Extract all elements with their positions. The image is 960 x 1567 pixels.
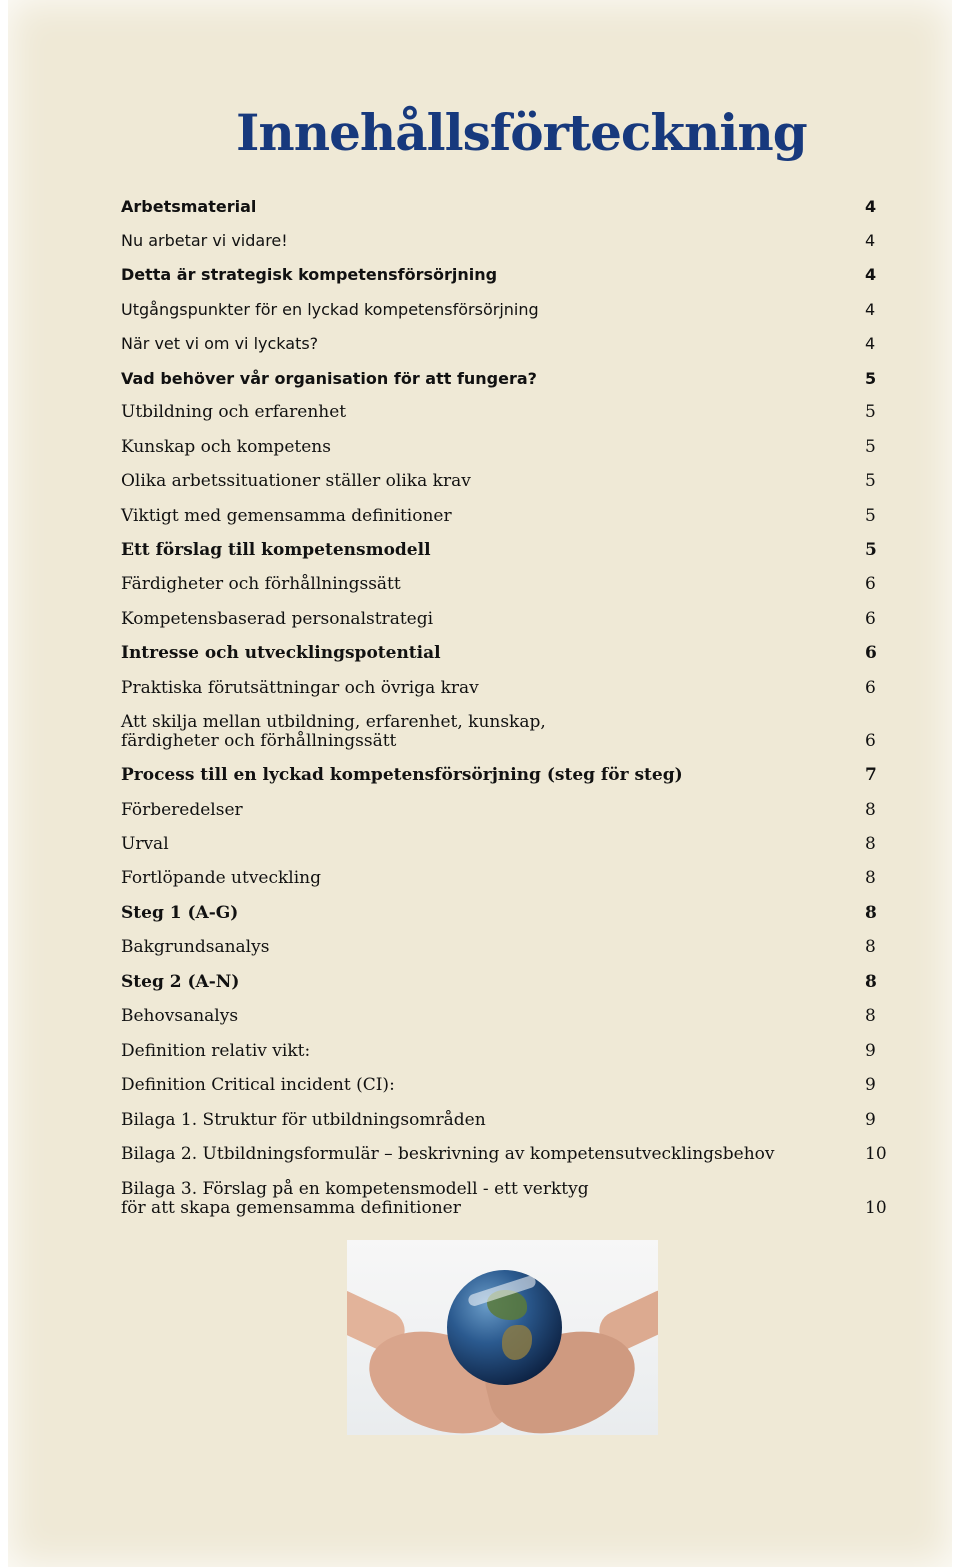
earth-globe: [447, 1270, 562, 1385]
toc-entry-label: Nu arbetar vi vidare!: [121, 231, 288, 250]
toc-entry-label-line1: Bilaga 3. Förslag på en kompetensmodell - ett verktyg: [121, 1179, 589, 1199]
toc-entry-label: Bilaga 2. Utbildningsformulär – beskrivning av kompetensutvecklingsbehov: [121, 1144, 775, 1164]
toc-entry-label: Vad behöver vår organisation för att fungera?: [121, 369, 537, 388]
toc-entry-page: 4: [865, 197, 877, 216]
toc-entry-label: Praktiska förutsättningar och övriga krav: [121, 678, 479, 698]
toc-entry-page: 8: [865, 800, 876, 820]
toc-entry-label: Olika arbetssituationer ställer olika krav: [121, 471, 471, 491]
toc-entry-label: Utgångspunkter för en lyckad kompetensförsörjning: [121, 300, 539, 319]
toc-entry-label: Utbildning och erfarenhet: [121, 402, 347, 422]
toc-entry-label: Viktigt med gemensamma definitioner: [121, 506, 452, 526]
toc-entry-page: 4: [865, 231, 876, 250]
toc-entry-page: 5: [865, 540, 877, 560]
toc-entry-page: 4: [865, 300, 876, 319]
toc-entry-page: 4: [865, 334, 876, 353]
toc-entry-label: Färdigheter och förhållningssätt: [121, 574, 401, 594]
toc-entry-label: Detta är strategisk kompetensförsörjning: [121, 265, 498, 284]
toc-entry-page: 8: [865, 868, 876, 888]
toc-entry-label: Steg 2 (A-N): [121, 972, 240, 992]
toc-entry-page: 8: [865, 937, 876, 957]
toc-entry-label: [121, 1180, 821, 1218]
toc-entry-page: 5: [865, 437, 876, 457]
toc-entry-page: 8: [865, 972, 877, 992]
page-title: Innehållsförteckning: [236, 103, 807, 162]
toc-entry-page: 6: [865, 678, 876, 698]
toc-entry-page: 6: [865, 609, 876, 629]
toc-entry-page: 5: [865, 506, 876, 526]
toc-entry-label: Definition Critical incident (CI):: [121, 1075, 395, 1095]
toc-entry-page: 6: [865, 731, 876, 751]
toc-entry-label: Kunskap och kompetens: [121, 437, 331, 457]
toc-entry-page: 9: [865, 1075, 876, 1095]
toc-entry-page: 5: [865, 471, 876, 491]
toc-entry-label: [121, 713, 821, 751]
toc-entry-label: Intresse och utvecklingspotential: [121, 643, 441, 663]
toc-entry-page: 5: [865, 369, 877, 388]
toc-entry-page: 7: [865, 765, 877, 785]
toc-entry-page: 6: [865, 643, 877, 663]
toc-entry-page: 8: [865, 903, 877, 923]
toc-entry-label: Urval: [121, 834, 169, 854]
toc-entry-label-line2: färdigheter och förhållningssätt: [121, 731, 397, 751]
toc-entry-page: 8: [865, 834, 876, 854]
globe-in-hands-photo: [347, 1240, 658, 1435]
toc-entry-label: Bakgrundsanalys: [121, 937, 270, 957]
toc-entry-label: Behovsanalys: [121, 1006, 239, 1026]
toc-entry-page: 6: [865, 574, 876, 594]
document-page: [8, 0, 952, 1567]
toc-entry-label: Ett förslag till kompetensmodell: [121, 540, 431, 560]
toc-entry-label: Steg 1 (A-G): [121, 903, 239, 923]
toc-entry-label: Process till en lyckad kompetensförsörjning (steg för steg): [121, 765, 683, 785]
toc-entry-label-line2: för att skapa gemensamma definitioner: [121, 1198, 461, 1218]
toc-entry-label: Fortlöpande utveckling: [121, 868, 322, 888]
toc-entry-label: Kompetensbaserad personalstrategi: [121, 609, 434, 629]
toc-entry-label: Förberedelser: [121, 800, 243, 820]
toc-entry-page: 8: [865, 1006, 876, 1026]
toc-entry-label: Definition relativ vikt:: [121, 1041, 311, 1061]
toc-entry-label: Bilaga 1. Struktur för utbildningsområden: [121, 1110, 486, 1130]
toc-entry-page: 10: [865, 1144, 887, 1164]
toc-entry-page: 5: [865, 402, 876, 422]
toc-entry-page: 9: [865, 1041, 876, 1061]
toc-entry-page: 9: [865, 1110, 876, 1130]
toc-entry-page: 10: [865, 1198, 887, 1218]
toc-entry-label-line1: Att skilja mellan utbildning, erfarenhet, kunskap,: [121, 712, 546, 732]
toc-entry-label: När vet vi om vi lyckats?: [121, 334, 319, 353]
toc-entry-label: Arbetsmaterial: [121, 197, 257, 216]
toc-entry-page: 4: [865, 265, 877, 284]
